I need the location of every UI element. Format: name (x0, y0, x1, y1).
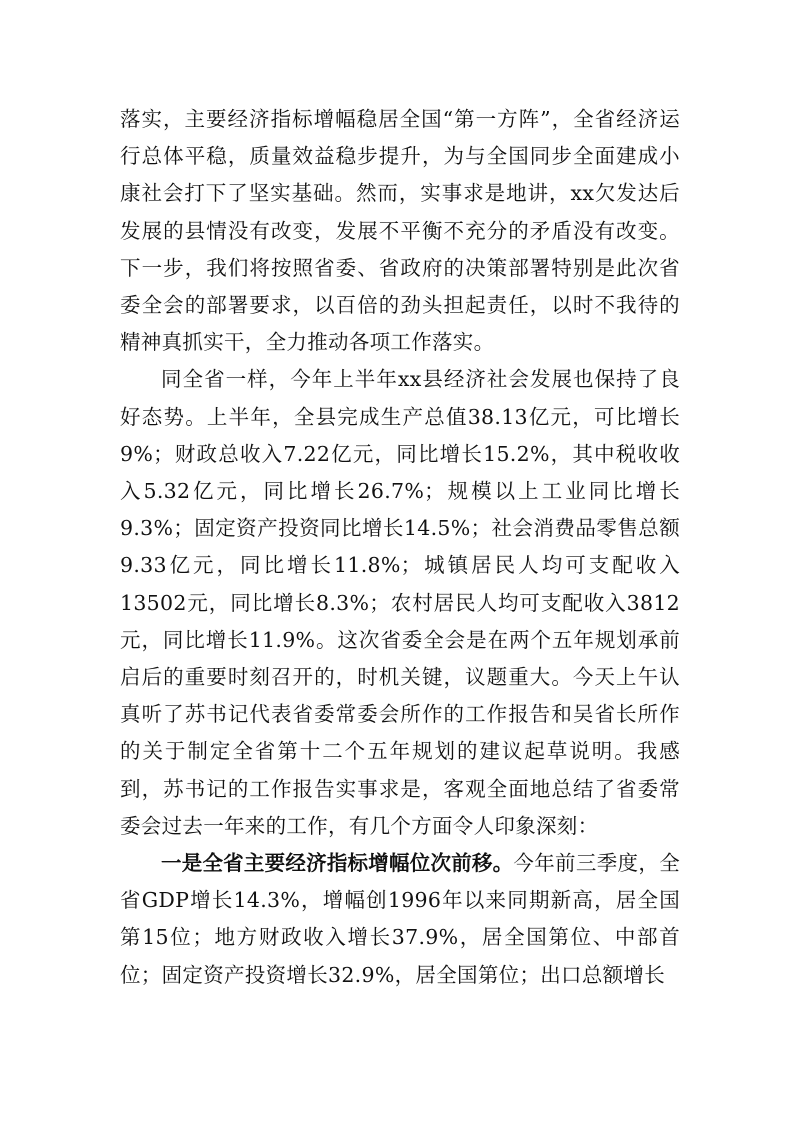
paragraph-3-text: 今年前三季度，全省GDP增长14.3%，增幅创1996年以来同期新高，居全国第15位；地方财政收入增长37.9%，居全国第位、中部首位；固定资产投资增长32.9%，居全国第位；出口总额增长 (120, 851, 680, 987)
paragraph-3 (120, 845, 680, 994)
paragraph-2: 同全省一样，今年上半年xx县经济社会发展也保持了良好态势。上半年，全县完成生产总值38.13亿元，可比增长9%；财政总收入7.22亿元，同比增长15.2%，其中税收收入5.32亿元，同比增长26.7%；规模以上工业同比增长9.3%；固定资产投资同比增长14.5%；社会消费品零售总额9.33亿元，同比增长11.8%；城镇居民人均可支配收入13502元，同比增长8.3%；农村居民人均可支配收入3812元，同比增长11.9%。这次省委全会是在两个五年规划承前启后的重要时刻召开的，时机关键，议题重大。今天上午认真听了苏书记代表省委常委会所作的工作报告和吴省长所作的关于制定全省第十二个五年规划的建议起草说明。我感到，苏书记的工作报告实事求是，客观全面地总结了省委常委会过去一年来的工作，有几个方面令人印象深刻： (120, 367, 680, 838)
document-body (120, 101, 680, 994)
paragraph-3-lead-heading: 一是全省主要经济指标增幅位次前移。 (161, 851, 514, 876)
paragraph-1: 落实，主要经济指标增幅稳居全国“第一方阵”，全省经济运行总体平稳，质量效益稳步提升，为与全国同步全面建成小康社会打下了坚实基础。然而，实事求是地讲，xx欠发达后发展的县情没有改变，发展不平衡不充分的矛盾没有改变。下一步，我们将按照省委、省政府的决策部署特别是此次省委全会的部署要求，以百倍的劲头担起责任，以时不我待的精神真抓实干，全力推动各项工作落实。 (120, 107, 680, 355)
